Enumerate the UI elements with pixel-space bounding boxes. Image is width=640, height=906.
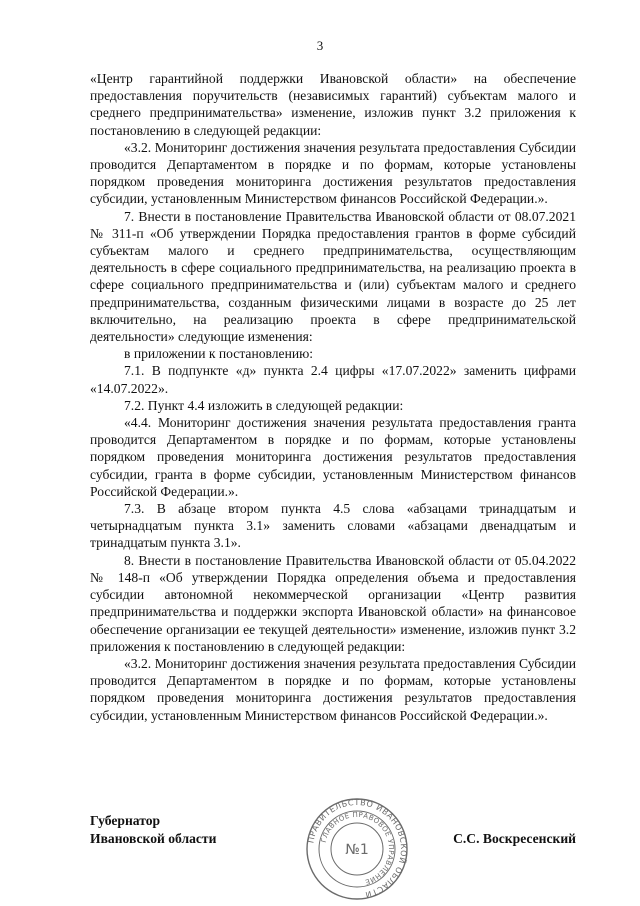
seal-outer-text: ПРАВИТЕЛЬСТВО ИВАНОВСКОЙ ОБЛАСТИ — [306, 797, 409, 900]
paragraph-4: в приложении к постановлению: — [124, 346, 314, 362]
paragraph-6: 7.2. Пункт 4.4 изложить в следующей редакции: — [124, 397, 404, 413]
signer-title-line-2: Ивановской области — [90, 831, 217, 846]
signer-name: С.С. Воскресенский — [453, 831, 576, 846]
document-body — [90, 70, 576, 724]
paragraph-10: «3.2. Мониторинг достижения значения результата предоставления Субсидии проводится Департаментом в порядке и по формам, которые установлены порядком проведения мониторинга достижения результатов предоставления субсидии, установленным Министерством финансов Российской Федерации.». — [90, 655, 576, 723]
paragraph-5: 7.1. В подпункте «д» пункта 2.4 цифры «17.07.2022» заменить цифрами «14.07.2022». — [90, 363, 576, 396]
signer-title — [90, 812, 216, 848]
paragraph-1: «Центр гарантийной поддержки Ивановской области» на обеспечение предоставления поручительств (независимых гарантий) субъектам малого и среднего предпринимательства» изменение, изложив пункт 3.2 приложения к постановлению в следующей редакции: — [90, 71, 576, 138]
paragraph-8: 7.3. В абзаце втором пункта 4.5 слова «абзацами тринадцатым и четырнадцатым пункта 3.1» заменить словами «абзацами двенадцатым и тринадцатым пункта 3.1». — [90, 501, 576, 551]
paragraph-2: «3.2. Мониторинг достижения значения результата предоставления Субсидии проводится Департаментом в порядке и по формам, которые установлены порядком проведения мониторинга достижения результатов предоставления субсидии, установленным Министерством финансов Российской Федерации.». — [90, 139, 576, 207]
seal-inner-text: ГЛАВНОЕ ПРАВОВОЕ УПРАВЛЕНИЕ — [319, 810, 396, 886]
paragraph-3: 7. Внести в постановление Правительства Ивановской области от 08.07.2021 № 311-п «Об утверждении Порядка предоставления грантов в форме субсидий субъектам малого и среднего предпринимательства, осуществляющим деятельность в сфере социального предпринимательства, на реализацию проекта в сфере социального предпринимательства и (или) субъектам малого и среднего предпринимательства, созданным физическими лицами в возрасте до 25 лет включительно, на реализацию проекта в сфере предпринимательской деятельности» следующие изменения: — [90, 208, 576, 345]
paragraph-7: «4.4. Мониторинг достижения значения результата предоставления гранта проводится Департаментом в порядке и по формам, которые установлены порядком проведения мониторинга достижения результатов предоставления субсидии, гранта в форме субсидии, установленным Министерством финансов Российской Федерации.». — [90, 415, 576, 499]
page-number: 3 — [316, 38, 324, 53]
seal-center-text: №1 — [345, 842, 369, 858]
paragraph-9: 8. Внести в постановление Правительства Ивановской области от 05.04.2022 № 148-п «Об утверждении Порядка определения объема и предоставления субсидии автономной некоммерческой организации «Центр развития предпринимательства и поддержки экспорта Ивановской области» на финансовое обеспечение организации ее текущей деятельности» изменение, изложив пункт 3.2 приложения к постановлению в следующей редакции: — [90, 552, 576, 654]
signature-block — [90, 812, 576, 892]
signer-title-line-1: Губернатор — [90, 813, 161, 828]
